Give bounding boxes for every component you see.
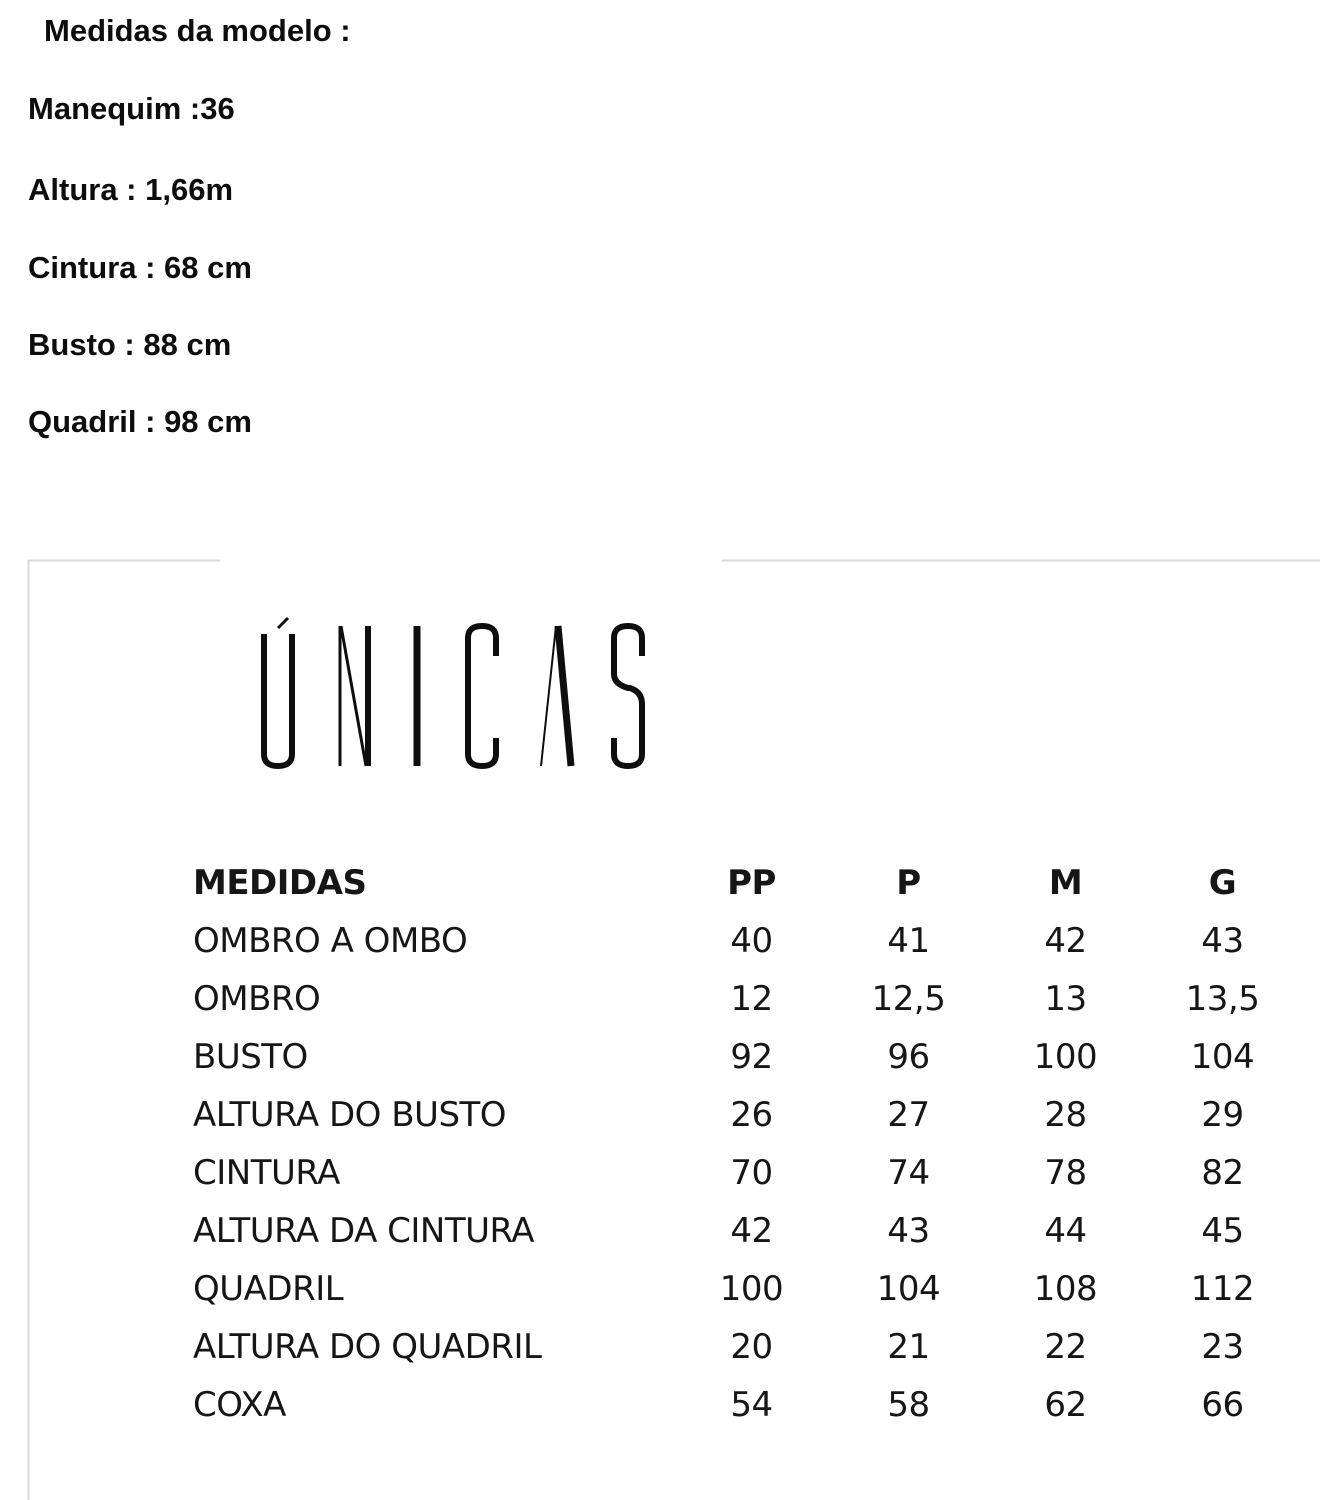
measure-value-p: 58 [887,1385,930,1425]
measure-value-p: 41 [887,921,930,961]
header-size-pp: PP [727,863,776,903]
table-row [193,1028,1301,1086]
measure-name: ALTURA DO QUADRIL [193,1327,542,1367]
measure-value-g: 29 [1201,1095,1244,1135]
measure-name: QUADRIL [193,1269,344,1309]
measure-value-m: 22 [1044,1327,1087,1367]
measure-value-pp: 42 [730,1211,773,1251]
measure-value-g: 45 [1201,1211,1244,1251]
measure-value-pp: 20 [730,1327,773,1367]
size-table [193,854,1301,1434]
model-measurement-quadril: Quadril : 98 cm [28,404,252,439]
model-measurement-busto: Busto : 88 cm [28,327,232,362]
measure-value-pp: 26 [730,1095,773,1135]
measure-name: ALTURA DO BUSTO [193,1095,507,1135]
measure-name: OMBRO [193,979,321,1019]
model-measurement-manequim: Manequim :36 [28,91,235,126]
measure-value-g: 43 [1201,921,1244,961]
measure-value-m: 13 [1044,979,1087,1019]
measure-value-p: 104 [876,1269,941,1309]
measure-name: ALTURA DA CINTURA [193,1211,534,1251]
measure-name: OMBRO A OMBO [193,921,468,961]
measure-value-p: 96 [887,1037,930,1077]
measure-value-pp: 54 [730,1385,773,1425]
table-row [193,1376,1301,1434]
measure-value-m: 100 [1033,1037,1098,1077]
table-row [193,1086,1301,1144]
table-row [193,970,1301,1028]
header-size-m: M [1048,863,1083,903]
table-row [193,1202,1301,1260]
measure-value-g: 82 [1201,1153,1244,1193]
measure-value-g: 23 [1201,1327,1244,1367]
measure-value-pp: 12 [730,979,773,1019]
measure-name: BUSTO [193,1037,308,1077]
measure-value-m: 42 [1044,921,1087,961]
size-table-header-row [193,854,1301,912]
measure-value-pp: 92 [730,1037,773,1077]
measure-value-p: 27 [887,1095,930,1135]
measure-value-pp: 100 [719,1269,784,1309]
measure-value-g: 112 [1190,1269,1255,1309]
table-row [193,1318,1301,1376]
model-measurement-altura: Altura : 1,66m [28,172,234,207]
unicas-wordmark-logo [258,616,650,772]
measure-value-p: 21 [887,1327,930,1367]
model-measurement-cintura: Cintura : 68 cm [28,250,252,285]
model-measurements-title: Medidas da modelo : [44,13,351,48]
measure-value-p: 43 [887,1211,930,1251]
measure-value-m: 28 [1044,1095,1087,1135]
measure-value-p: 74 [887,1153,930,1193]
measure-value-g: 66 [1201,1385,1244,1425]
measure-value-g: 13,5 [1185,979,1260,1019]
measure-name: COXA [193,1385,286,1425]
measure-name: CINTURA [193,1153,340,1193]
table-row [193,1260,1301,1318]
table-row [193,912,1301,970]
measure-value-g: 104 [1190,1037,1255,1077]
measure-value-m: 44 [1044,1211,1087,1251]
header-size-g: G [1208,863,1237,903]
measure-value-p: 12,5 [871,979,946,1019]
measure-value-m: 78 [1044,1153,1087,1193]
measure-value-m: 62 [1044,1385,1087,1425]
header-size-p: P [896,863,921,903]
measure-value-pp: 40 [730,921,773,961]
measure-value-pp: 70 [730,1153,773,1193]
measure-value-m: 108 [1033,1269,1098,1309]
header-medidas: MEDIDAS [193,863,367,903]
table-row [193,1144,1301,1202]
model-measurements [0,0,700,460]
